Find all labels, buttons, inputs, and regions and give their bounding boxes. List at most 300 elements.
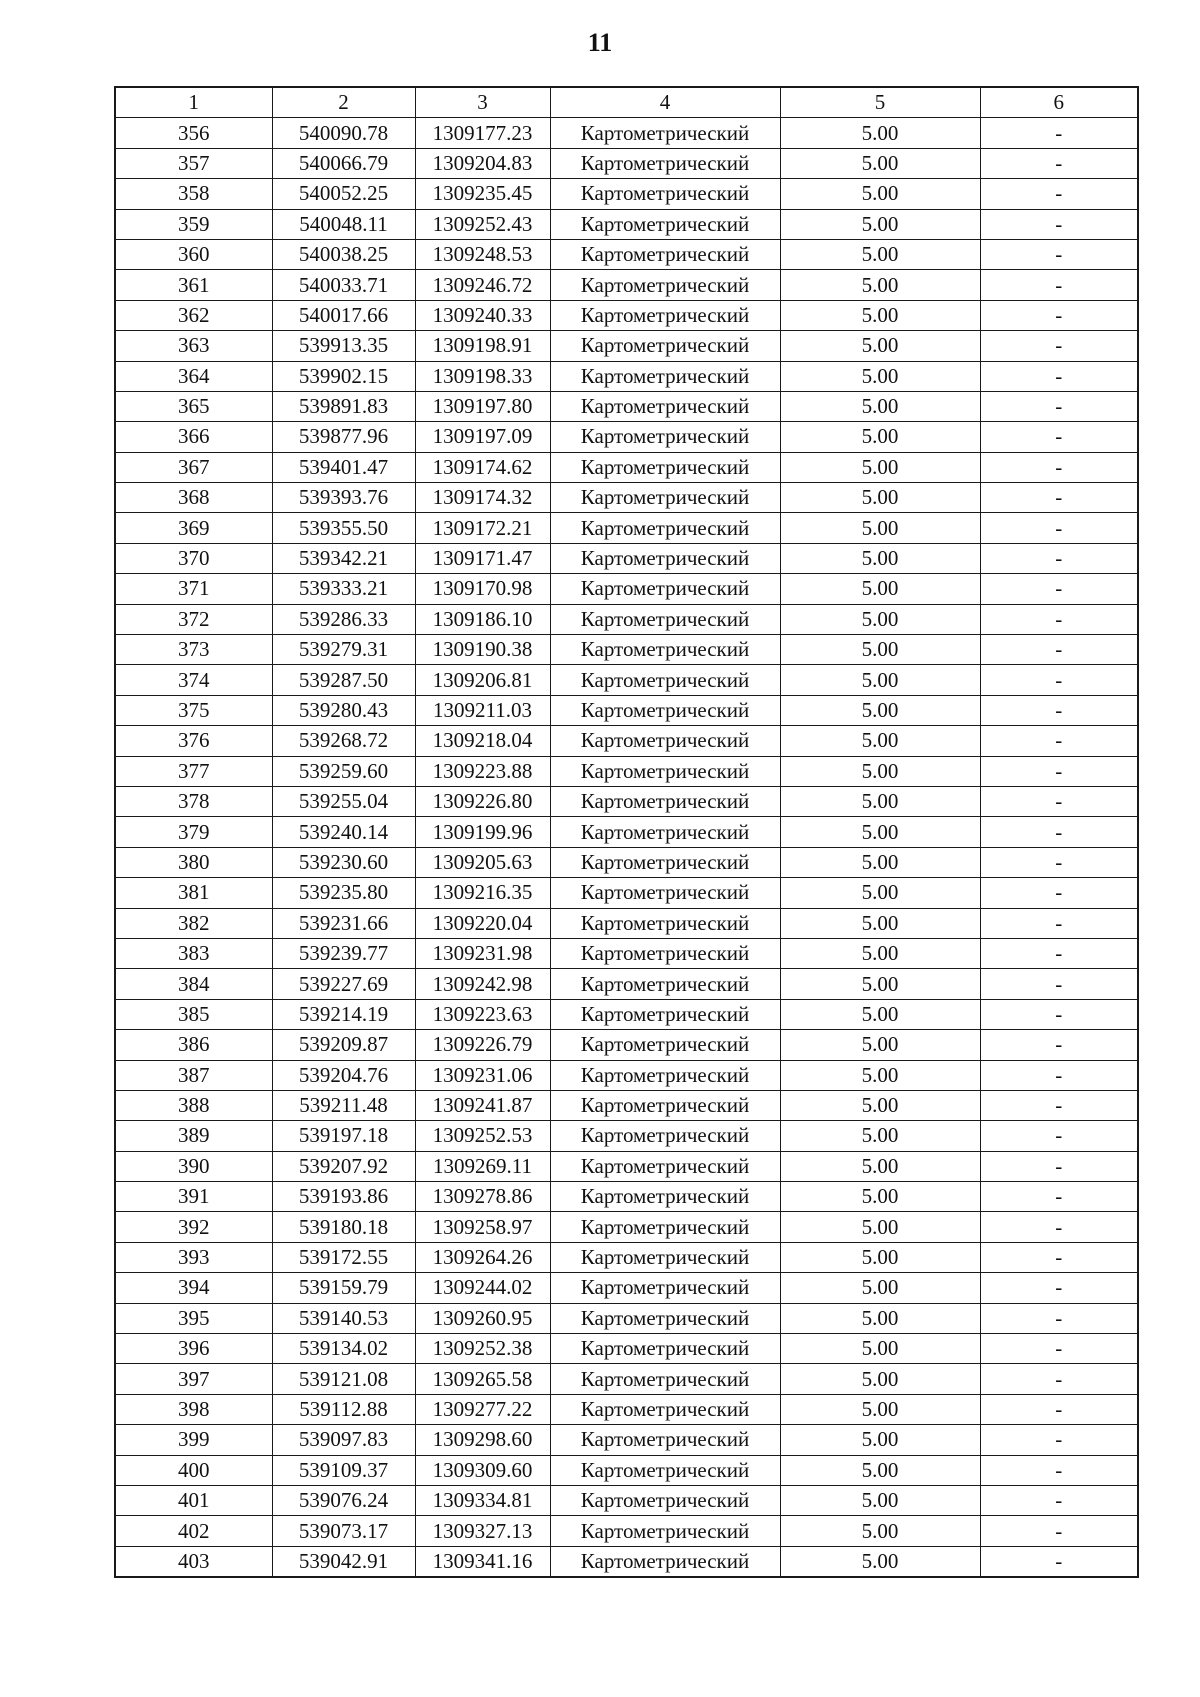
method-cell: Картометрический bbox=[550, 483, 780, 513]
x-coordinate-cell: 539255.04 bbox=[272, 786, 415, 816]
point-number-cell: 374 bbox=[115, 665, 272, 695]
table-row bbox=[115, 1394, 1138, 1424]
point-number-cell: 387 bbox=[115, 1060, 272, 1090]
table-row bbox=[115, 695, 1138, 725]
table-row bbox=[115, 118, 1138, 148]
description-cell: - bbox=[980, 817, 1138, 847]
method-cell: Картометрический bbox=[550, 1455, 780, 1485]
table-row bbox=[115, 361, 1138, 391]
accuracy-cell: 5.00 bbox=[780, 483, 980, 513]
header-row bbox=[115, 87, 1138, 118]
y-coordinate-cell: 1309252.43 bbox=[415, 209, 550, 239]
y-coordinate-cell: 1309242.98 bbox=[415, 969, 550, 999]
x-coordinate-cell: 539286.33 bbox=[272, 604, 415, 634]
description-cell: - bbox=[980, 543, 1138, 573]
accuracy-cell: 5.00 bbox=[780, 543, 980, 573]
description-cell: - bbox=[980, 969, 1138, 999]
accuracy-cell: 5.00 bbox=[780, 270, 980, 300]
accuracy-cell: 5.00 bbox=[780, 1273, 980, 1303]
method-cell: Картометрический bbox=[550, 695, 780, 725]
point-number-cell: 377 bbox=[115, 756, 272, 786]
column-header-6: 6 bbox=[980, 87, 1138, 118]
accuracy-cell: 5.00 bbox=[780, 1516, 980, 1546]
point-number-cell: 380 bbox=[115, 847, 272, 877]
y-coordinate-cell: 1309265.58 bbox=[415, 1364, 550, 1394]
y-coordinate-cell: 1309223.88 bbox=[415, 756, 550, 786]
method-cell: Картометрический bbox=[550, 1394, 780, 1424]
y-coordinate-cell: 1309258.97 bbox=[415, 1212, 550, 1242]
y-coordinate-cell: 1309199.96 bbox=[415, 817, 550, 847]
description-cell: - bbox=[980, 695, 1138, 725]
table-row bbox=[115, 239, 1138, 269]
point-number-cell: 390 bbox=[115, 1151, 272, 1181]
point-number-cell: 388 bbox=[115, 1090, 272, 1120]
x-coordinate-cell: 539287.50 bbox=[272, 665, 415, 695]
accuracy-cell: 5.00 bbox=[780, 118, 980, 148]
x-coordinate-cell: 539342.21 bbox=[272, 543, 415, 573]
table-row bbox=[115, 665, 1138, 695]
accuracy-cell: 5.00 bbox=[780, 331, 980, 361]
method-cell: Картометрический bbox=[550, 239, 780, 269]
y-coordinate-cell: 1309204.83 bbox=[415, 148, 550, 178]
accuracy-cell: 5.00 bbox=[780, 1090, 980, 1120]
table-row bbox=[115, 1242, 1138, 1272]
accuracy-cell: 5.00 bbox=[780, 878, 980, 908]
point-number-cell: 394 bbox=[115, 1273, 272, 1303]
description-cell: - bbox=[980, 635, 1138, 665]
point-number-cell: 376 bbox=[115, 726, 272, 756]
method-cell: Картометрический bbox=[550, 1182, 780, 1212]
method-cell: Картометрический bbox=[550, 1485, 780, 1515]
point-number-cell: 398 bbox=[115, 1394, 272, 1424]
description-cell: - bbox=[980, 756, 1138, 786]
y-coordinate-cell: 1309198.91 bbox=[415, 331, 550, 361]
method-cell: Картометрический bbox=[550, 1546, 780, 1577]
y-coordinate-cell: 1309206.81 bbox=[415, 665, 550, 695]
x-coordinate-cell: 540048.11 bbox=[272, 209, 415, 239]
y-coordinate-cell: 1309244.02 bbox=[415, 1273, 550, 1303]
table-row bbox=[115, 209, 1138, 239]
x-coordinate-cell: 539333.21 bbox=[272, 574, 415, 604]
point-number-cell: 401 bbox=[115, 1485, 272, 1515]
accuracy-cell: 5.00 bbox=[780, 1394, 980, 1424]
description-cell: - bbox=[980, 118, 1138, 148]
point-number-cell: 383 bbox=[115, 938, 272, 968]
table-row bbox=[115, 938, 1138, 968]
table-row bbox=[115, 1425, 1138, 1455]
description-cell: - bbox=[980, 1273, 1138, 1303]
table-row bbox=[115, 148, 1138, 178]
method-cell: Картометрический bbox=[550, 209, 780, 239]
accuracy-cell: 5.00 bbox=[780, 635, 980, 665]
method-cell: Картометрический bbox=[550, 999, 780, 1029]
y-coordinate-cell: 1309252.53 bbox=[415, 1121, 550, 1151]
accuracy-cell: 5.00 bbox=[780, 604, 980, 634]
table-body bbox=[115, 118, 1138, 1577]
x-coordinate-cell: 539393.76 bbox=[272, 483, 415, 513]
y-coordinate-cell: 1309220.04 bbox=[415, 908, 550, 938]
method-cell: Картометрический bbox=[550, 878, 780, 908]
accuracy-cell: 5.00 bbox=[780, 1242, 980, 1272]
accuracy-cell: 5.00 bbox=[780, 422, 980, 452]
description-cell: - bbox=[980, 878, 1138, 908]
table-row bbox=[115, 604, 1138, 634]
column-header-4: 4 bbox=[550, 87, 780, 118]
method-cell: Картометрический bbox=[550, 665, 780, 695]
accuracy-cell: 5.00 bbox=[780, 1455, 980, 1485]
y-coordinate-cell: 1309226.80 bbox=[415, 786, 550, 816]
accuracy-cell: 5.00 bbox=[780, 1060, 980, 1090]
y-coordinate-cell: 1309174.62 bbox=[415, 452, 550, 482]
x-coordinate-cell: 540090.78 bbox=[272, 118, 415, 148]
x-coordinate-cell: 539180.18 bbox=[272, 1212, 415, 1242]
y-coordinate-cell: 1309241.87 bbox=[415, 1090, 550, 1120]
x-coordinate-cell: 539042.91 bbox=[272, 1546, 415, 1577]
description-cell: - bbox=[980, 148, 1138, 178]
accuracy-cell: 5.00 bbox=[780, 999, 980, 1029]
x-coordinate-cell: 539902.15 bbox=[272, 361, 415, 391]
table-row bbox=[115, 1546, 1138, 1577]
x-coordinate-cell: 539214.19 bbox=[272, 999, 415, 1029]
accuracy-cell: 5.00 bbox=[780, 574, 980, 604]
y-coordinate-cell: 1309327.13 bbox=[415, 1516, 550, 1546]
table-row bbox=[115, 726, 1138, 756]
table-row bbox=[115, 1303, 1138, 1333]
accuracy-cell: 5.00 bbox=[780, 148, 980, 178]
y-coordinate-cell: 1309298.60 bbox=[415, 1425, 550, 1455]
description-cell: - bbox=[980, 239, 1138, 269]
x-coordinate-cell: 539279.31 bbox=[272, 635, 415, 665]
page-number: 11 bbox=[587, 28, 613, 57]
column-header-5: 5 bbox=[780, 87, 980, 118]
accuracy-cell: 5.00 bbox=[780, 938, 980, 968]
point-number-cell: 359 bbox=[115, 209, 272, 239]
column-header-3: 3 bbox=[415, 87, 550, 118]
table-row bbox=[115, 574, 1138, 604]
table-row bbox=[115, 1334, 1138, 1364]
accuracy-cell: 5.00 bbox=[780, 786, 980, 816]
point-number-cell: 357 bbox=[115, 148, 272, 178]
y-coordinate-cell: 1309231.06 bbox=[415, 1060, 550, 1090]
y-coordinate-cell: 1309190.38 bbox=[415, 635, 550, 665]
table-row bbox=[115, 1212, 1138, 1242]
accuracy-cell: 5.00 bbox=[780, 239, 980, 269]
table-row bbox=[115, 786, 1138, 816]
method-cell: Картометрический bbox=[550, 1090, 780, 1120]
x-coordinate-cell: 540017.66 bbox=[272, 300, 415, 330]
description-cell: - bbox=[980, 1303, 1138, 1333]
x-coordinate-cell: 539109.37 bbox=[272, 1455, 415, 1485]
x-coordinate-cell: 539193.86 bbox=[272, 1182, 415, 1212]
point-number-cell: 358 bbox=[115, 179, 272, 209]
point-number-cell: 402 bbox=[115, 1516, 272, 1546]
table-row bbox=[115, 483, 1138, 513]
method-cell: Картометрический bbox=[550, 969, 780, 999]
x-coordinate-cell: 539172.55 bbox=[272, 1242, 415, 1272]
description-cell: - bbox=[980, 483, 1138, 513]
description-cell: - bbox=[980, 300, 1138, 330]
description-cell: - bbox=[980, 999, 1138, 1029]
point-number-cell: 375 bbox=[115, 695, 272, 725]
x-coordinate-cell: 539207.92 bbox=[272, 1151, 415, 1181]
y-coordinate-cell: 1309186.10 bbox=[415, 604, 550, 634]
point-number-cell: 400 bbox=[115, 1455, 272, 1485]
point-number-cell: 379 bbox=[115, 817, 272, 847]
table-row bbox=[115, 847, 1138, 877]
point-number-cell: 384 bbox=[115, 969, 272, 999]
table-row bbox=[115, 179, 1138, 209]
method-cell: Картометрический bbox=[550, 118, 780, 148]
x-coordinate-cell: 540033.71 bbox=[272, 270, 415, 300]
table-row bbox=[115, 969, 1138, 999]
table-row bbox=[115, 331, 1138, 361]
method-cell: Картометрический bbox=[550, 1060, 780, 1090]
description-cell: - bbox=[980, 726, 1138, 756]
description-cell: - bbox=[980, 361, 1138, 391]
description-cell: - bbox=[980, 1151, 1138, 1181]
accuracy-cell: 5.00 bbox=[780, 695, 980, 725]
x-coordinate-cell: 540052.25 bbox=[272, 179, 415, 209]
y-coordinate-cell: 1309246.72 bbox=[415, 270, 550, 300]
description-cell: - bbox=[980, 1060, 1138, 1090]
description-cell: - bbox=[980, 1334, 1138, 1364]
x-coordinate-cell: 539230.60 bbox=[272, 847, 415, 877]
y-coordinate-cell: 1309211.03 bbox=[415, 695, 550, 725]
y-coordinate-cell: 1309269.11 bbox=[415, 1151, 550, 1181]
y-coordinate-cell: 1309198.33 bbox=[415, 361, 550, 391]
table-row bbox=[115, 1516, 1138, 1546]
accuracy-cell: 5.00 bbox=[780, 1182, 980, 1212]
x-coordinate-cell: 539073.17 bbox=[272, 1516, 415, 1546]
accuracy-cell: 5.00 bbox=[780, 179, 980, 209]
description-cell: - bbox=[980, 665, 1138, 695]
y-coordinate-cell: 1309248.53 bbox=[415, 239, 550, 269]
table-row bbox=[115, 300, 1138, 330]
y-coordinate-cell: 1309197.09 bbox=[415, 422, 550, 452]
x-coordinate-cell: 539259.60 bbox=[272, 756, 415, 786]
accuracy-cell: 5.00 bbox=[780, 300, 980, 330]
table-row bbox=[115, 1121, 1138, 1151]
x-coordinate-cell: 539891.83 bbox=[272, 391, 415, 421]
description-cell: - bbox=[980, 786, 1138, 816]
x-coordinate-cell: 539355.50 bbox=[272, 513, 415, 543]
x-coordinate-cell: 539239.77 bbox=[272, 938, 415, 968]
method-cell: Картометрический bbox=[550, 543, 780, 573]
table-row bbox=[115, 1485, 1138, 1515]
method-cell: Картометрический bbox=[550, 756, 780, 786]
method-cell: Картометрический bbox=[550, 1151, 780, 1181]
coordinates-table-container bbox=[114, 86, 1139, 1578]
table-row bbox=[115, 1151, 1138, 1181]
description-cell: - bbox=[980, 1516, 1138, 1546]
method-cell: Картометрический bbox=[550, 1030, 780, 1060]
accuracy-cell: 5.00 bbox=[780, 756, 980, 786]
method-cell: Картометрический bbox=[550, 422, 780, 452]
description-cell: - bbox=[980, 1090, 1138, 1120]
table-row bbox=[115, 1060, 1138, 1090]
method-cell: Картометрический bbox=[550, 726, 780, 756]
accuracy-cell: 5.00 bbox=[780, 1364, 980, 1394]
description-cell: - bbox=[980, 331, 1138, 361]
point-number-cell: 371 bbox=[115, 574, 272, 604]
point-number-cell: 393 bbox=[115, 1242, 272, 1272]
method-cell: Картометрический bbox=[550, 452, 780, 482]
description-cell: - bbox=[980, 1182, 1138, 1212]
x-coordinate-cell: 540038.25 bbox=[272, 239, 415, 269]
description-cell: - bbox=[980, 1364, 1138, 1394]
column-header-2: 2 bbox=[272, 87, 415, 118]
accuracy-cell: 5.00 bbox=[780, 1303, 980, 1333]
y-coordinate-cell: 1309309.60 bbox=[415, 1455, 550, 1485]
point-number-cell: 385 bbox=[115, 999, 272, 1029]
point-number-cell: 397 bbox=[115, 1364, 272, 1394]
method-cell: Картометрический bbox=[550, 1334, 780, 1364]
point-number-cell: 365 bbox=[115, 391, 272, 421]
y-coordinate-cell: 1309334.81 bbox=[415, 1485, 550, 1515]
point-number-cell: 368 bbox=[115, 483, 272, 513]
table-row bbox=[115, 908, 1138, 938]
y-coordinate-cell: 1309171.47 bbox=[415, 543, 550, 573]
table-row bbox=[115, 270, 1138, 300]
method-cell: Картометрический bbox=[550, 1242, 780, 1272]
table-row bbox=[115, 1455, 1138, 1485]
x-coordinate-cell: 539280.43 bbox=[272, 695, 415, 725]
y-coordinate-cell: 1309226.79 bbox=[415, 1030, 550, 1060]
point-number-cell: 403 bbox=[115, 1546, 272, 1577]
accuracy-cell: 5.00 bbox=[780, 1121, 980, 1151]
point-number-cell: 382 bbox=[115, 908, 272, 938]
method-cell: Картометрический bbox=[550, 908, 780, 938]
y-coordinate-cell: 1309197.80 bbox=[415, 391, 550, 421]
point-number-cell: 362 bbox=[115, 300, 272, 330]
description-cell: - bbox=[980, 604, 1138, 634]
accuracy-cell: 5.00 bbox=[780, 665, 980, 695]
method-cell: Картометрический bbox=[550, 817, 780, 847]
x-coordinate-cell: 539913.35 bbox=[272, 331, 415, 361]
table-row bbox=[115, 1182, 1138, 1212]
y-coordinate-cell: 1309260.95 bbox=[415, 1303, 550, 1333]
y-coordinate-cell: 1309235.45 bbox=[415, 179, 550, 209]
x-coordinate-cell: 540066.79 bbox=[272, 148, 415, 178]
table-row bbox=[115, 1030, 1138, 1060]
y-coordinate-cell: 1309231.98 bbox=[415, 938, 550, 968]
y-coordinate-cell: 1309170.98 bbox=[415, 574, 550, 604]
table-row bbox=[115, 999, 1138, 1029]
table-row bbox=[115, 1273, 1138, 1303]
y-coordinate-cell: 1309223.63 bbox=[415, 999, 550, 1029]
method-cell: Картометрический bbox=[550, 635, 780, 665]
x-coordinate-cell: 539121.08 bbox=[272, 1364, 415, 1394]
point-number-cell: 366 bbox=[115, 422, 272, 452]
table-row bbox=[115, 1364, 1138, 1394]
method-cell: Картометрический bbox=[550, 847, 780, 877]
x-coordinate-cell: 539097.83 bbox=[272, 1425, 415, 1455]
table-row bbox=[115, 543, 1138, 573]
description-cell: - bbox=[980, 1546, 1138, 1577]
x-coordinate-cell: 539209.87 bbox=[272, 1030, 415, 1060]
y-coordinate-cell: 1309177.23 bbox=[415, 118, 550, 148]
y-coordinate-cell: 1309174.32 bbox=[415, 483, 550, 513]
y-coordinate-cell: 1309264.26 bbox=[415, 1242, 550, 1272]
description-cell: - bbox=[980, 179, 1138, 209]
point-number-cell: 373 bbox=[115, 635, 272, 665]
table-row bbox=[115, 513, 1138, 543]
x-coordinate-cell: 539211.48 bbox=[272, 1090, 415, 1120]
y-coordinate-cell: 1309172.21 bbox=[415, 513, 550, 543]
y-coordinate-cell: 1309341.16 bbox=[415, 1546, 550, 1577]
coordinates-table bbox=[114, 86, 1139, 1578]
method-cell: Картометрический bbox=[550, 270, 780, 300]
accuracy-cell: 5.00 bbox=[780, 1151, 980, 1181]
method-cell: Картометрический bbox=[550, 148, 780, 178]
point-number-cell: 395 bbox=[115, 1303, 272, 1333]
y-coordinate-cell: 1309252.38 bbox=[415, 1334, 550, 1364]
accuracy-cell: 5.00 bbox=[780, 847, 980, 877]
description-cell: - bbox=[980, 938, 1138, 968]
method-cell: Картометрический bbox=[550, 331, 780, 361]
accuracy-cell: 5.00 bbox=[780, 726, 980, 756]
x-coordinate-cell: 539268.72 bbox=[272, 726, 415, 756]
description-cell: - bbox=[980, 1485, 1138, 1515]
x-coordinate-cell: 539140.53 bbox=[272, 1303, 415, 1333]
description-cell: - bbox=[980, 1242, 1138, 1272]
method-cell: Картометрический bbox=[550, 361, 780, 391]
table-row bbox=[115, 756, 1138, 786]
method-cell: Картометрический bbox=[550, 786, 780, 816]
method-cell: Картометрический bbox=[550, 938, 780, 968]
description-cell: - bbox=[980, 270, 1138, 300]
description-cell: - bbox=[980, 574, 1138, 604]
method-cell: Картометрический bbox=[550, 574, 780, 604]
method-cell: Картометрический bbox=[550, 1303, 780, 1333]
description-cell: - bbox=[980, 452, 1138, 482]
point-number-cell: 361 bbox=[115, 270, 272, 300]
method-cell: Картометрический bbox=[550, 1516, 780, 1546]
description-cell: - bbox=[980, 391, 1138, 421]
point-number-cell: 396 bbox=[115, 1334, 272, 1364]
point-number-cell: 399 bbox=[115, 1425, 272, 1455]
y-coordinate-cell: 1309277.22 bbox=[415, 1394, 550, 1424]
x-coordinate-cell: 539231.66 bbox=[272, 908, 415, 938]
method-cell: Картометрический bbox=[550, 1425, 780, 1455]
table-row bbox=[115, 878, 1138, 908]
method-cell: Картометрический bbox=[550, 1121, 780, 1151]
point-number-cell: 369 bbox=[115, 513, 272, 543]
y-coordinate-cell: 1309240.33 bbox=[415, 300, 550, 330]
point-number-cell: 372 bbox=[115, 604, 272, 634]
table-row bbox=[115, 452, 1138, 482]
x-coordinate-cell: 539076.24 bbox=[272, 1485, 415, 1515]
x-coordinate-cell: 539159.79 bbox=[272, 1273, 415, 1303]
table-header bbox=[115, 87, 1138, 118]
accuracy-cell: 5.00 bbox=[780, 1334, 980, 1364]
point-number-cell: 386 bbox=[115, 1030, 272, 1060]
accuracy-cell: 5.00 bbox=[780, 1485, 980, 1515]
x-coordinate-cell: 539240.14 bbox=[272, 817, 415, 847]
y-coordinate-cell: 1309205.63 bbox=[415, 847, 550, 877]
method-cell: Картометрический bbox=[550, 1273, 780, 1303]
accuracy-cell: 5.00 bbox=[780, 908, 980, 938]
description-cell: - bbox=[980, 1394, 1138, 1424]
method-cell: Картометрический bbox=[550, 1364, 780, 1394]
column-header-1: 1 bbox=[115, 87, 272, 118]
description-cell: - bbox=[980, 513, 1138, 543]
x-coordinate-cell: 539877.96 bbox=[272, 422, 415, 452]
x-coordinate-cell: 539401.47 bbox=[272, 452, 415, 482]
method-cell: Картометрический bbox=[550, 179, 780, 209]
accuracy-cell: 5.00 bbox=[780, 1425, 980, 1455]
accuracy-cell: 5.00 bbox=[780, 209, 980, 239]
